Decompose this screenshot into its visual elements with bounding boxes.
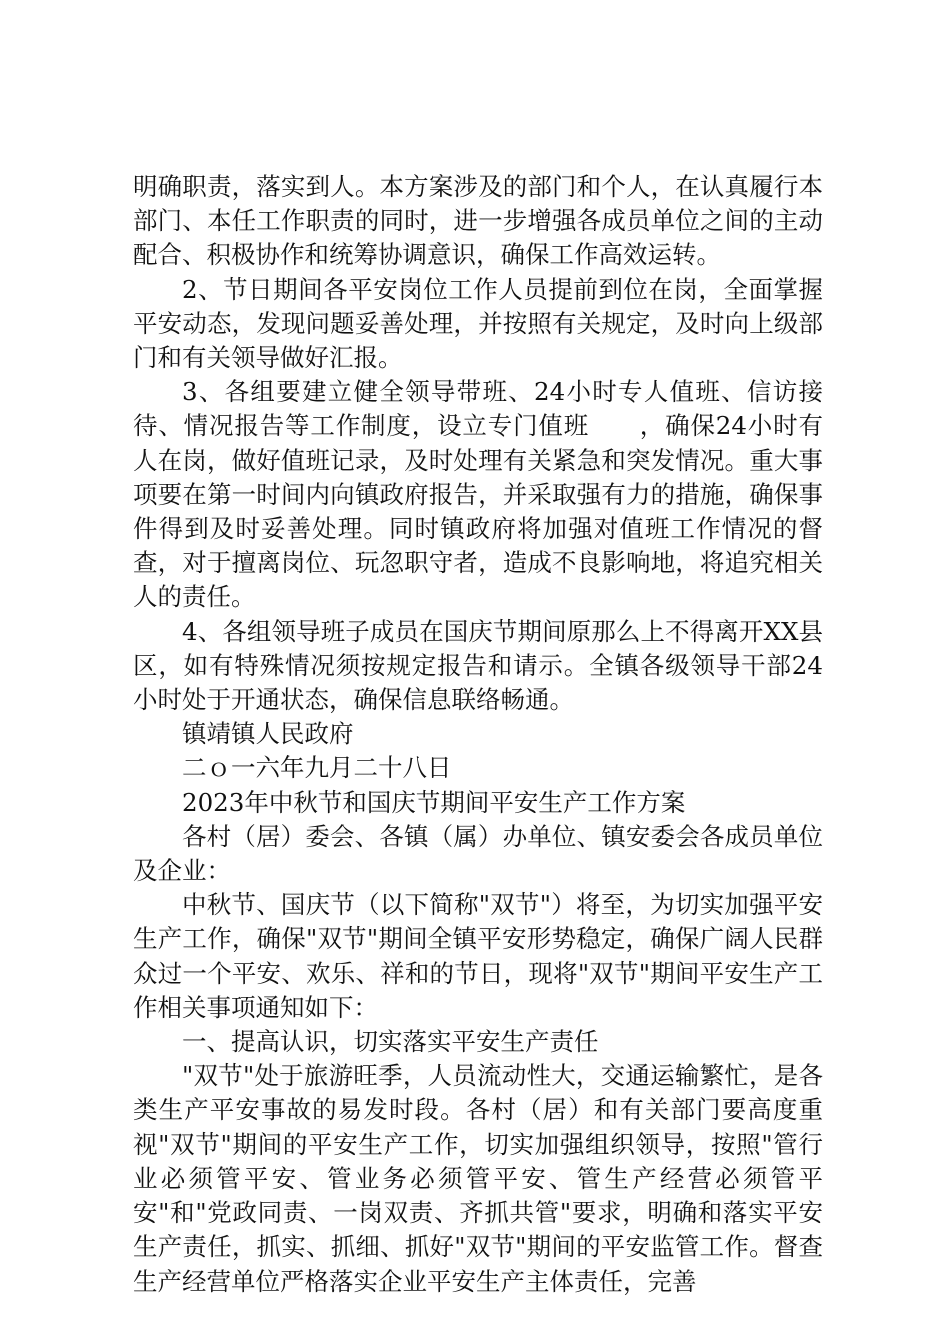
paragraph-item-2: 2、节日期间各平安岗位工作人员提前到位在岗，全面掌握平安动态，发现问题妥善处理，并按照有关规定，及时向上级部门和有关领导做好汇报。	[133, 274, 823, 373]
signature-date: 二ｏ一六年九月二十八日	[182, 753, 452, 783]
salutation: 各村（居）委会、各镇（属）办单位、镇安委会各成员单位及企业：	[133, 821, 823, 886]
paragraph-duty-continuation: 明确职责，落实到人。本方案涉及的部门和个人，在认真履行本部门、本任工作职责的同时，进一步增强各成员单位之间的主动配合、积极协作和统筹协调意识，确保工作高效运转。	[133, 172, 823, 270]
signature-government: 镇靖镇人民政府	[182, 719, 354, 749]
paragraph-section-1: "双节"处于旅游旺季，人员流动性大，交通运输繁忙，是各类生产平安事故的易发时段。各村（居）和有关部门要高度重视"双节"期间的平安生产工作，切实加强组织领导，按照"管行业必须管平安、管业务必须管平安、管生产经营必须管平安"和"党政同责、一岗双责、齐抓共管"要求，明确和落实平安生产责任，抓实、抓细、抓好"双节"期间的平安监管工作。督查生产经营单位严格落实企业平安生产主体责任，完善	[133, 1061, 823, 1296]
document-title: 2023年中秋节和国庆节期间平安生产工作方案	[182, 787, 686, 817]
document-body	[133, 170, 823, 1299]
paragraph-item-4: 4、各组领导班子成员在国庆节期间原那么上不得离开XX县区，如有特殊情况须按规定报告和请示。全镇各级领导干部24小时处于开通状态，确保信息联络畅通。	[133, 616, 823, 715]
paragraph-intro: 中秋节、国庆节（以下简称"双节"）将至，为切实加强平安生产工作，确保"双节"期间全镇平安形势稳定，确保广阔人民群众过一个平安、欢乐、祥和的节日，现将"双节"期间平安生产工作相关事项通知如下：	[133, 890, 823, 1022]
paragraph-item-3: 3、各组要建立健全领导带班、24小时专人值班、信访接待、情况报告等工作制度，设立专门值班 ，确保24小时有人在岗，做好值班记录，及时处理有关紧急和突发情况。重大事项要在第一时间内向镇政府报告，并采取强有力的措施，确保事件得到及时妥善处理。同时镇政府将加强对值班工作情况的督查，对于擅离岗位、玩忽职守者，造成不良影响地，将追究相关人的责任。	[133, 377, 823, 612]
section-heading-1: 一、提高认识，切实落实平安生产责任	[182, 1027, 599, 1057]
